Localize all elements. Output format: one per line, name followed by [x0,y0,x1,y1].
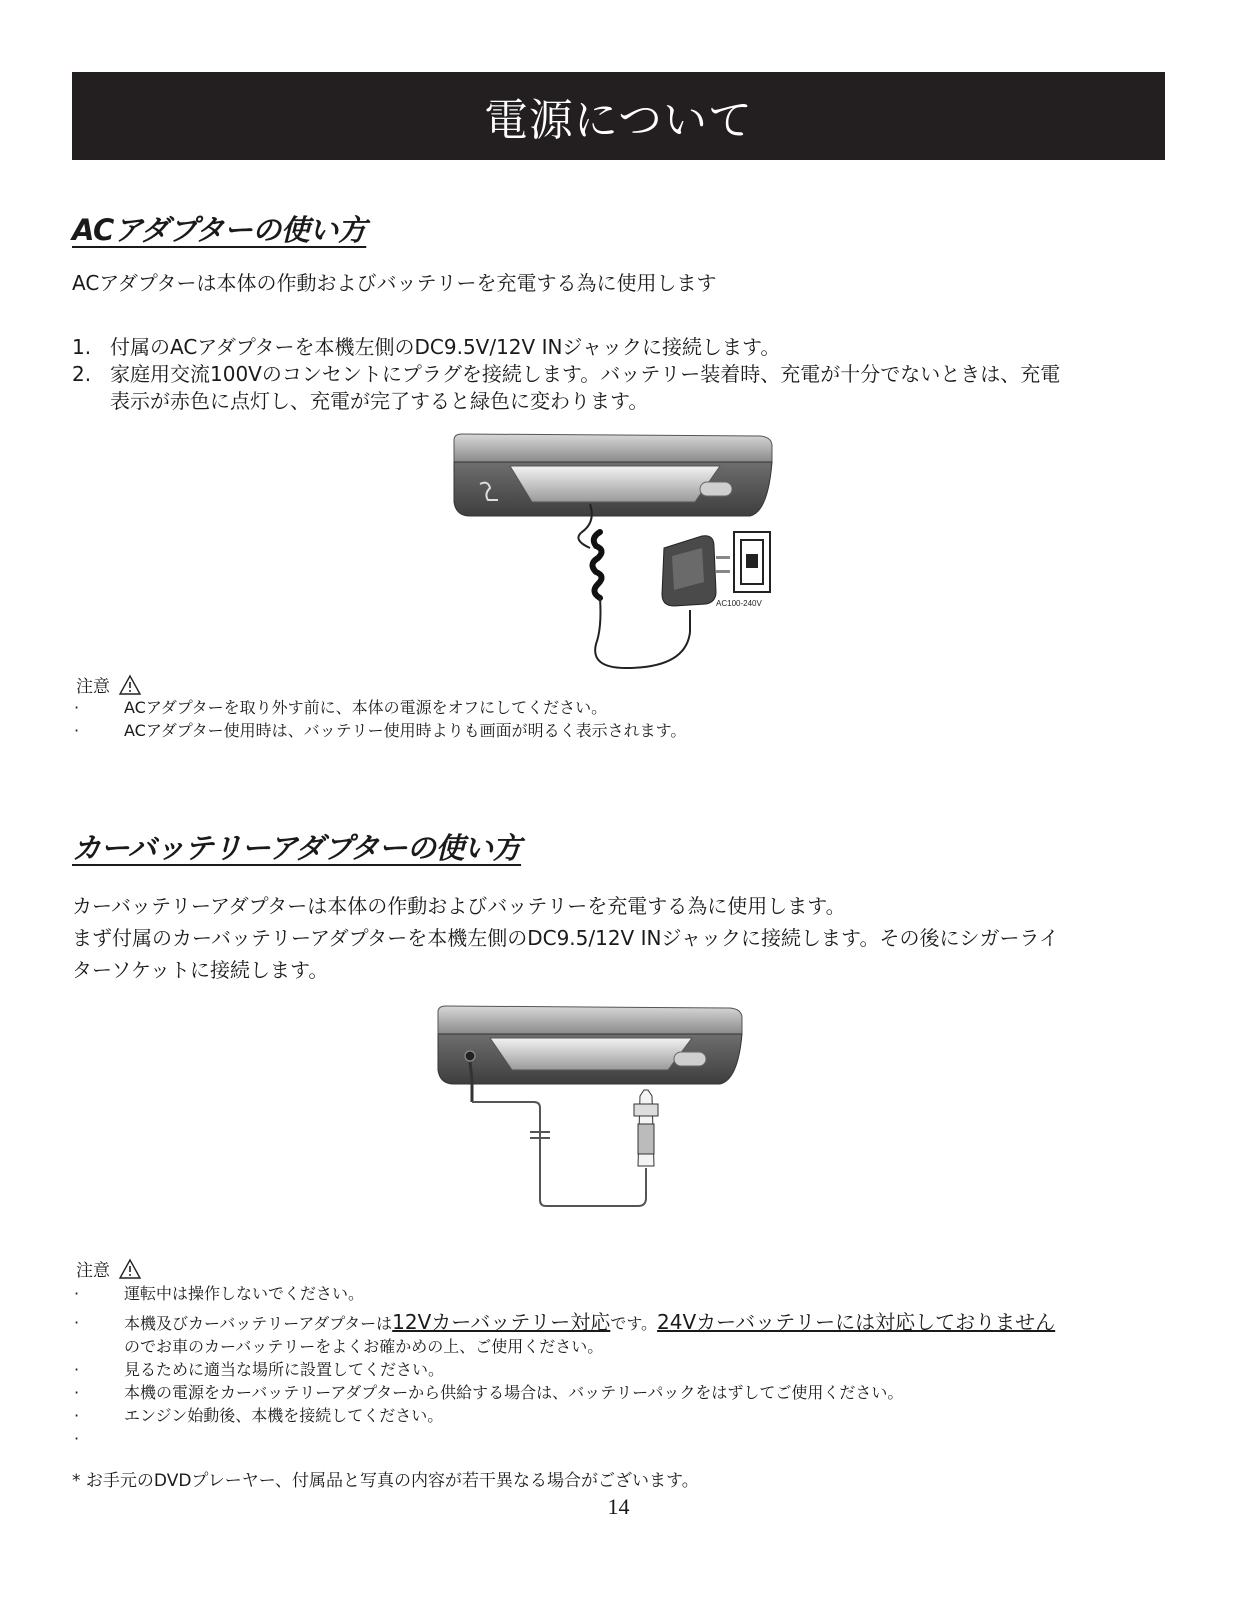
bullet: · [74,1429,80,1448]
car-notes-list [72,1282,1055,1450]
note-text: ACアダプター使用時は、バッテリー使用時よりも画面が明るく表示されます。 [124,721,687,740]
ac-step-2 [72,361,1060,415]
note-text: 本機の電源をカーバッテリーアダプターから供給する場合は、バッテリーパックをはずしてご使用ください。 [124,1383,904,1402]
note-label: 注意 [76,1261,110,1281]
page-title-bar [72,72,1165,160]
car-intro [72,890,1059,986]
step-text [110,361,1060,415]
car-adapter-figure [434,1004,754,1216]
bullet: · [74,698,80,717]
ac-step-1 [72,334,1060,361]
ac-voltage-label: AC100-240V [716,599,762,608]
warning-icon [118,674,142,696]
note-text [124,1311,1055,1358]
list-item [72,1358,1055,1381]
step-text-line-1: 家庭用交流100Vのコンセントにプラグを接続します。バッテリー装着時、充電が十分でないときは、充電 [110,362,1061,386]
list-item [72,1381,1055,1404]
note-text: ACアダプターを取り外す前に、本体の電源をオフにしてください。 [124,698,608,717]
page-number: 14 [607,1494,630,1519]
ac-note-title [76,672,142,697]
footnote: * お手元のDVDプレーヤー、付属品と写真の内容が若干異なる場合がございます。 [72,1471,699,1491]
bullet: · [74,1284,80,1303]
bullet: · [74,1383,80,1402]
car-intro-line-3: ターソケットに接続します。 [72,958,329,982]
bullet: · [74,1313,80,1332]
note-text-part: 本機及びカーバッテリーアダプターは [124,1314,393,1333]
list-item [72,696,686,719]
ac-intro: ACアダプターは本体の作動およびバッテリーを充電する為に使用します [72,271,717,295]
note-text: 見るために適当な場所に設置してください。 [124,1360,445,1379]
list-item [72,1282,1055,1305]
note-text: 運転中は操作しないでください。 [124,1284,365,1303]
step-number: 1. [72,335,92,359]
list-item [72,1427,1055,1450]
step-text-line-2: 表示が赤色に点灯し、充電が完了すると緑色に変わります。 [110,389,649,413]
warning-icon [118,1258,142,1280]
page-title: 電源について [483,95,754,146]
list-item [72,1404,1055,1427]
note-text-part: です。 [610,1314,658,1333]
bullet: · [74,721,80,740]
note-underline-12v: 12Vカーバッテリー対応 [392,1310,611,1334]
note-text: エンジン始動後、本機を接続してください。 [124,1406,444,1425]
step-number: 2. [72,362,92,386]
bullet: · [74,1360,80,1379]
note-text-line-2: のでお車のカーバッテリーをよくお確かめの上、ご使用ください。 [124,1337,604,1356]
car-note-title [76,1256,142,1281]
bullet: · [74,1406,80,1425]
step-text: 付属のACアダプターを本機左側のDC9.5V/12V INジャックに接続します。 [110,335,781,359]
note-label: 注意 [76,677,110,697]
car-intro-line-2: まず付属のカーバッテリーアダプターを本機左側のDC9.5/12V INジャックに接続します。その後にシガーライ [72,926,1059,950]
ac-notes-list [72,696,686,742]
list-item [72,719,686,742]
ac-adapter-figure [450,432,790,677]
list-item [72,1311,1055,1358]
ac-steps [72,334,1060,415]
car-section-heading: カーバッテリーアダプターの使い方 [72,831,522,865]
car-intro-line-1: カーバッテリーアダプターは本体の作動およびバッテリーを充電する為に使用します。 [72,894,846,918]
note-underline-24v: 24Vカーバッテリーには対応しておりません [657,1310,1056,1334]
ac-section-heading: ACアダプターの使い方 [72,213,367,247]
